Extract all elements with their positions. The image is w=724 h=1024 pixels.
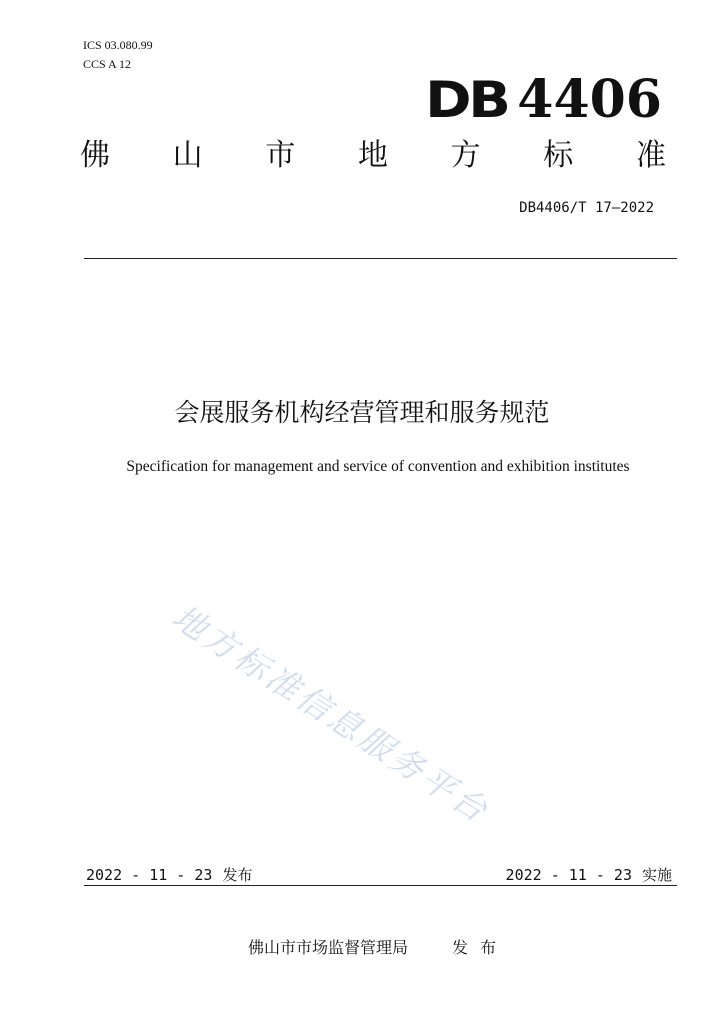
implementation-date — [506, 864, 672, 885]
heading-char: 准 — [635, 138, 666, 173]
publish-label: 发布 — [452, 938, 509, 957]
publisher-name: 佛山市市场监督管理局 — [248, 938, 409, 957]
issue-date-value: 2022 - 11 - 23 — [86, 866, 213, 884]
document-title-zh: 会展服务机构经营管理和服务规范 — [174, 398, 550, 427]
bottom-divider — [84, 885, 677, 886]
ics-code: ICS 03.080.99 — [83, 38, 153, 52]
heading-char: 标 — [543, 138, 574, 173]
issue-date — [86, 864, 252, 885]
document-title-en: Specification for management and service of convention and exhibition institutes — [126, 458, 630, 475]
issue-date-label: 发布 — [222, 866, 253, 884]
heading-char: 市 — [265, 138, 296, 173]
db-logo-letters: DB — [424, 71, 508, 129]
heading-char: 山 — [172, 138, 203, 173]
heading-char: 方 — [450, 138, 481, 173]
top-divider — [84, 258, 677, 259]
heading-char: 地 — [357, 138, 388, 173]
implementation-date-label: 实施 — [641, 866, 672, 884]
watermark: 地方标准信息服务平台 — [165, 597, 498, 832]
local-standard-heading — [80, 138, 666, 174]
db-logo — [424, 69, 662, 130]
standard-number: DB4406/T 17—2022 — [519, 200, 654, 216]
implementation-date-value: 2022 - 11 - 23 — [505, 866, 632, 884]
db-logo-number: 4406 — [517, 69, 662, 130]
heading-char: 佛 — [80, 138, 110, 173]
ccs-code: CCS A 12 — [83, 57, 132, 71]
